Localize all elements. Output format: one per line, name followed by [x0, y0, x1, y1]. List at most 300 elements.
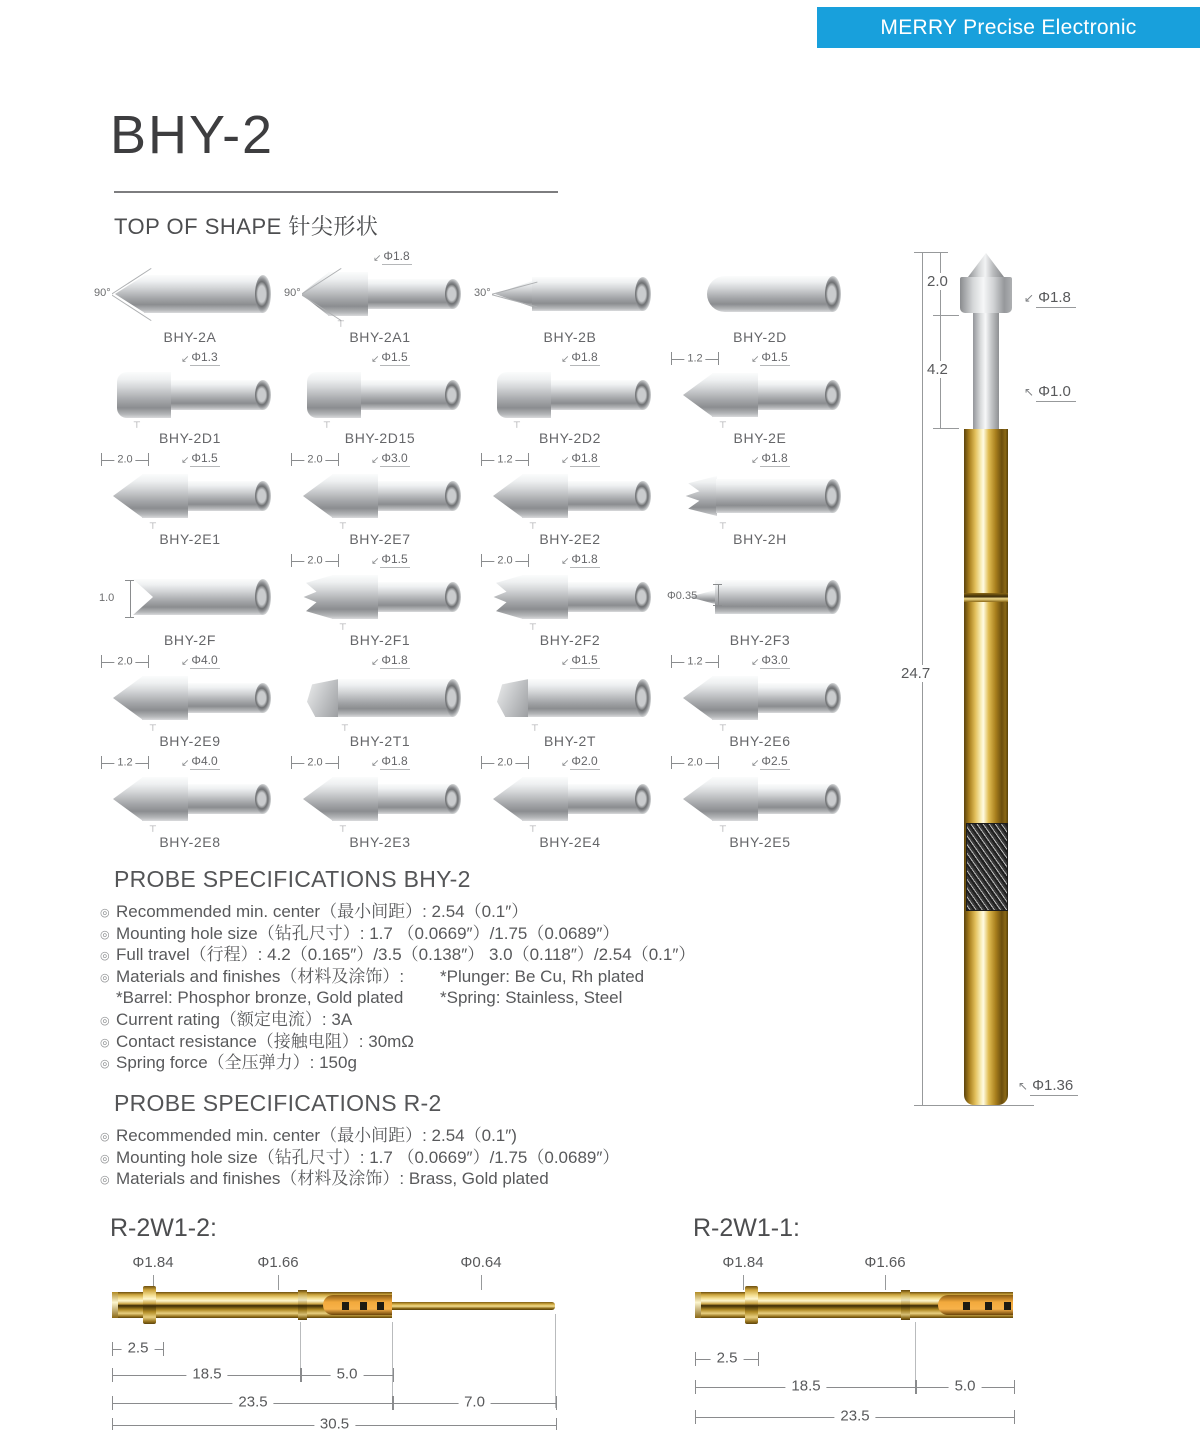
probe-tip-BHY-2D1: [95, 348, 285, 449]
angle-line: [491, 294, 538, 307]
spec-line: [100, 923, 760, 945]
probe-tip-BHY-2T1: [285, 651, 475, 752]
tip-name-label: BHY-2A1: [349, 329, 411, 345]
slot-hole: [342, 1302, 349, 1310]
leader-arrow-icon: ↙: [371, 657, 380, 668]
tip-point: [113, 676, 143, 720]
tip-name-label: BHY-2F: [163, 632, 217, 648]
diameter-text: Φ2.0: [571, 754, 598, 768]
angle-line: [111, 268, 152, 295]
leader-arrow-icon: ↙: [181, 758, 190, 769]
spec-lines-r2: [100, 1125, 760, 1190]
tip-length-dim: [671, 756, 719, 769]
tip-head-cylinder: [332, 777, 378, 821]
dim-label: 23.5: [834, 1410, 875, 1422]
tip-barrel: [338, 679, 453, 717]
dim-part: 2.0: [684, 756, 705, 768]
tip-head-cylinder: [712, 373, 758, 417]
tip-barrel: [144, 275, 263, 313]
tip-diameter-label: Φ0.35: [667, 590, 698, 602]
contact-slot-window: [938, 1295, 1013, 1315]
diameter-text: Φ1.8: [381, 754, 408, 768]
head-length-label: 2.0: [924, 273, 951, 290]
leader-arrow-icon: ↙: [561, 455, 570, 466]
slot-hole: [360, 1302, 367, 1310]
leader-arrow-icon: ↙: [371, 354, 380, 365]
tip-head-cylinder: [117, 372, 171, 418]
length-dim-30.5: [112, 1415, 557, 1430]
dim-tick: [914, 1105, 1034, 1106]
tip-length-dim: [291, 756, 339, 769]
section-junction-ring: [901, 1290, 910, 1320]
probe-tip-BHY-2D15: [285, 348, 475, 449]
spec-text: Contact resistance（接触电阻）: 30mΩ: [116, 1031, 415, 1051]
tip-barrel: [758, 380, 833, 410]
tip-length-dim: [101, 655, 149, 668]
tip-diameter-label: [181, 653, 220, 667]
probe-tip-BHY-2F1: [285, 550, 475, 651]
spec-text: Current rating（额定电流）: 3A: [116, 1009, 353, 1029]
step-tick-mark: ⊤: [719, 824, 727, 834]
receptacle-title: R-2W1-2:: [110, 1214, 217, 1242]
dim-part: 2.0: [304, 554, 325, 566]
diameter-text: Φ1.5: [191, 451, 218, 465]
total-length-label: 24.7: [898, 665, 933, 682]
spec-text: Recommended min. center（最小间距）: 2.54（0.1″): [116, 1126, 517, 1145]
tip-point: [307, 679, 339, 717]
tip-head-cylinder: [142, 676, 188, 720]
spec-text: Mounting hole size（钻孔尺寸）: 1.7 （0.0669″）/1.75（0.0689″）: [116, 1147, 620, 1167]
diameter-label: Φ0.64: [460, 1254, 502, 1271]
tip-graphic: [483, 570, 657, 626]
tip-barrel: [361, 380, 453, 410]
barrel-open-end: [635, 277, 651, 311]
tip-graphic: [293, 469, 467, 525]
dim-line: [130, 581, 131, 617]
spec-line: [100, 944, 760, 966]
tip-diameter-label: [751, 350, 790, 364]
leader-arrow-icon: ↙: [751, 657, 760, 668]
barrel-open-end: [445, 784, 461, 814]
mounting-collar: [143, 1286, 156, 1324]
leader-arrow-icon: ↙: [561, 354, 570, 365]
tip-length-dim: [671, 655, 719, 668]
spec-line: [100, 966, 760, 988]
step-tick-mark: ⊤: [531, 723, 539, 733]
tip-length-dim: [101, 756, 149, 769]
tip-graphic: [103, 469, 277, 525]
tip-barrel: [378, 784, 453, 814]
tip-barrel: [568, 582, 643, 612]
tip-name-label: BHY-2E9: [159, 733, 221, 749]
tip-name-label: BHY-2E4: [539, 834, 601, 850]
diameter-label: Φ1.84: [722, 1254, 764, 1271]
tip-head-cylinder: [522, 777, 568, 821]
angle-line: [491, 282, 538, 295]
leader-arrow-icon: ↖: [1018, 1079, 1029, 1093]
spec-text: Spring force（全压弹力）: 150g: [116, 1053, 357, 1073]
barrel-open-end: [825, 784, 841, 814]
diameter-text: Φ1.8: [571, 451, 598, 465]
step-tick-mark: ⊤: [513, 420, 521, 430]
tip-name-label: BHY-2E8: [159, 834, 221, 850]
tip-head-cylinder: [142, 474, 188, 518]
diameter-text: Φ3.0: [381, 451, 408, 465]
tip-name-label: BHY-2E5: [729, 834, 791, 850]
tip-graphic: [293, 772, 467, 828]
receptacle-diagram-r2w1-1: [683, 1214, 1123, 1430]
tip-height-dim: [125, 580, 134, 618]
step-tick-mark: ⊤: [339, 521, 347, 531]
tip-graphic: [673, 469, 847, 525]
leader-arrow-icon: ↙: [181, 354, 190, 365]
dim-label: 18.5: [785, 1380, 826, 1392]
tip-barrel: [188, 683, 263, 713]
tip-head-cylinder: [712, 777, 758, 821]
diameter-text: Φ4.0: [191, 653, 218, 667]
tip-name-label: BHY-2B: [543, 329, 597, 345]
probe-tip-BHY-2F2: [475, 550, 665, 651]
tip-name-label: BHY-2D15: [344, 430, 416, 446]
tip-graphic: [293, 368, 467, 424]
brand-banner-text: MERRY Precise Electronic: [880, 15, 1137, 39]
tip-point: [303, 575, 333, 619]
tip-graphic: [673, 267, 847, 323]
barrel-open-end: [445, 380, 461, 410]
head-diameter-label: ↙ Φ1.8: [1024, 289, 1076, 306]
tip-diameter-label: [751, 653, 790, 667]
diameter-text: Φ3.0: [761, 653, 788, 667]
slot-hole: [985, 1302, 992, 1310]
receptacle-open-end: [695, 1292, 701, 1318]
bullet-icon: ◎: [100, 971, 110, 984]
plunger-length-label: 4.2: [924, 361, 951, 378]
tip-diameter-label: [371, 653, 410, 667]
tip-graphic: [673, 671, 847, 727]
leader-arrow-icon: ↙: [371, 455, 380, 466]
barrel-open-end: [635, 582, 651, 612]
tip-point: [113, 777, 143, 821]
tip-name-label: BHY-2E7: [349, 531, 411, 547]
tip-name-label: BHY-2E: [733, 430, 787, 446]
spec-line: [100, 1147, 760, 1169]
barrel-open-end: [445, 582, 461, 612]
spec-text-right: *Plunger: Be Cu, Rh plated: [440, 966, 645, 986]
wire-tail: [392, 1302, 555, 1310]
leader-arrow-icon: ↙: [561, 657, 570, 668]
bullet-icon: ◎: [100, 1036, 110, 1049]
dim-tick: [914, 252, 948, 253]
probe-tip-BHY-2E5: [665, 752, 855, 853]
barrel-open-end: [635, 481, 651, 511]
dim-part: 2.0: [304, 453, 325, 465]
probe-tip-BHY-2D: [665, 247, 855, 348]
tip-name-label: BHY-2A: [163, 329, 217, 345]
tip-head-cylinder: [712, 676, 758, 720]
spec-line: [100, 987, 760, 1009]
spec-text-left: Materials and finishes（材料及涂饰）:: [116, 966, 405, 986]
tip-name-label: BHY-2D: [733, 329, 787, 345]
barrel-open-end: [445, 679, 461, 717]
diameter-label: Φ1.84: [132, 1254, 174, 1271]
leader-arrow-icon: ↙: [181, 455, 190, 466]
bullet-icon: ◎: [100, 950, 110, 963]
plunger-diameter-label: ↖ Φ1.0: [1024, 383, 1076, 400]
barrel-diameter-label: ↖ Φ1.36: [1018, 1077, 1078, 1094]
tip-name-label: BHY-2F1: [349, 632, 411, 648]
barrel-open-end: [445, 481, 461, 511]
dim-part: 1.2: [494, 453, 515, 465]
bullet-spacer: [100, 989, 116, 1011]
tip-graphic: [673, 772, 847, 828]
barrel-open-end: [825, 380, 841, 410]
leader-arrow-icon: ↙: [1024, 291, 1035, 305]
diameter-text: Φ1.8: [381, 653, 408, 667]
length-dim-18.5: [695, 1377, 917, 1395]
dim-line: [718, 585, 719, 605]
diameter-text: Φ1.8: [571, 350, 598, 364]
barrel-open-end: [635, 679, 651, 717]
spec-lines-bhy2: [100, 901, 760, 1074]
tip-diameter-label: [561, 754, 600, 768]
leader-arrow-icon: ↙: [561, 556, 570, 567]
diameter-text: Φ2.5: [761, 754, 788, 768]
barrel-open-end: [255, 579, 271, 615]
probe-tip-BHY-2T: [475, 651, 665, 752]
tip-angle-dim: [285, 269, 349, 325]
probe-tip-BHY-2B: [475, 247, 665, 348]
probe-barrel: [964, 429, 1008, 1105]
bullet-icon: ◎: [100, 907, 110, 919]
spec-line: [100, 1168, 760, 1190]
barrel-open-end: [825, 580, 841, 614]
step-tick-mark: ⊤: [149, 824, 157, 834]
tip-length-dim: [101, 453, 149, 466]
tip-diameter-label: [371, 451, 410, 465]
tip-barrel: [188, 481, 263, 511]
tip-graphic: [483, 469, 657, 525]
diameter-leader-line: [885, 1275, 886, 1290]
spec-line: [100, 1125, 760, 1147]
tip-point: [493, 575, 523, 619]
barrel-knurl-band: [966, 823, 1008, 911]
extension-line: [555, 1314, 556, 1408]
step-tick-mark: ⊤: [719, 723, 727, 733]
tip-name-label: BHY-2D1: [158, 430, 222, 446]
spec-section-bhy2: [100, 866, 760, 1074]
tip-graphic: [103, 671, 277, 727]
probe-side-view-diagram: [898, 243, 1200, 1128]
tip-barrel: [758, 784, 833, 814]
length-dim-2.5: [112, 1339, 164, 1357]
tip-head-cylinder: [522, 575, 568, 619]
probe-tip-BHY-2E3: [285, 752, 475, 853]
step-tick-mark: ⊤: [149, 723, 157, 733]
brand-banner: [817, 7, 1200, 48]
tip-name-label: BHY-2F2: [539, 632, 601, 648]
tip-graphic: [103, 772, 277, 828]
step-tick-mark: ⊤: [339, 622, 347, 632]
tip-angle-dim: [95, 269, 159, 325]
length-dim-7.0: [392, 1393, 557, 1411]
tip-name-label: BHY-2D2: [538, 430, 602, 446]
tip-graphic: [293, 671, 467, 727]
spec-text: Recommended min. center（最小间距）: 2.54（0.1″）: [116, 902, 529, 921]
receptacle-body: [695, 1292, 915, 1318]
tip-angle-label: 90°: [94, 287, 111, 299]
angle-line: [301, 268, 342, 295]
spec-line: [100, 1009, 760, 1031]
diameter-text: Φ1.5: [761, 350, 788, 364]
bullet-icon: ◎: [100, 1174, 110, 1187]
tip-angle-label: 30°: [474, 287, 491, 299]
probe-tip-cone: [968, 253, 1004, 277]
barrel-open-end: [255, 784, 271, 814]
diameter-leader-line: [278, 1275, 279, 1290]
diameter-leader-line: [743, 1275, 744, 1290]
length-dim-5.0: [915, 1377, 1015, 1395]
receptacle-title: R-2W1-1:: [693, 1214, 800, 1242]
barrel-open-end: [635, 380, 651, 410]
tip-barrel: [378, 582, 453, 612]
step-tick-mark: ⊤: [149, 521, 157, 531]
spec-title-r2: PROBE SPECIFICATIONS R-2: [114, 1090, 442, 1116]
barrel-open-end: [825, 276, 841, 312]
diameter-label: Φ1.66: [864, 1254, 906, 1271]
probe-tip-BHY-2E4: [475, 752, 665, 853]
step-tick-mark: ⊤: [529, 521, 537, 531]
title-underline: [114, 191, 558, 193]
length-dim-18.5: [112, 1365, 302, 1383]
tip-graphic: [673, 368, 847, 424]
tip-graphic: [483, 772, 657, 828]
spec-line: [100, 1031, 760, 1053]
section-junction-ring: [298, 1290, 307, 1320]
tip-barrel: [568, 481, 643, 511]
tip-head-cylinder: [522, 474, 568, 518]
slot-hole: [1004, 1302, 1011, 1310]
tip-point: [493, 777, 523, 821]
probe-tip-BHY-2A1: [285, 247, 475, 348]
diameter-label: Φ1.66: [257, 1254, 299, 1271]
diameter-text: Φ4.0: [191, 754, 218, 768]
tip-point: [683, 373, 713, 417]
spec-title-bhy2: PROBE SPECIFICATIONS BHY-2: [114, 866, 471, 892]
step-tick-mark: ⊤: [339, 824, 347, 834]
tip-name-label: BHY-2E6: [729, 733, 791, 749]
tip-graphic: [483, 368, 657, 424]
step-tick-mark: ⊤: [337, 319, 345, 329]
diameter-text: Φ1.8: [383, 249, 410, 263]
top-of-shape-heading: TOP OF SHAPE 针尖形状: [114, 214, 379, 239]
step-tick-mark: ⊤: [719, 521, 727, 531]
diameter-text: Φ1.8: [761, 451, 788, 465]
tip-diameter-label: [371, 350, 410, 364]
spec-line: [100, 1052, 760, 1074]
barrel-open-end: [445, 279, 461, 309]
tip-barrel: [758, 683, 833, 713]
tip-diameter-label: [181, 754, 220, 768]
tip-barrel: [528, 679, 643, 717]
dim-part: 2.0: [114, 453, 135, 465]
dim-part: 2.0: [494, 756, 515, 768]
tip-barrel: [707, 276, 833, 312]
bullet-icon: ◎: [100, 1152, 110, 1165]
length-dim-23.5: [695, 1407, 1015, 1425]
tip-graphic: [483, 671, 657, 727]
tip-barrel: [716, 479, 833, 513]
tip-point: [113, 474, 143, 518]
dim-label: 5.0: [949, 1380, 982, 1392]
tip-name-label: BHY-2E3: [349, 834, 411, 850]
tip-point: [683, 676, 713, 720]
slot-hole: [377, 1302, 384, 1310]
spec-text: Materials and finishes（材料及涂饰）: Brass, Gold plated: [116, 1169, 549, 1189]
bullet-icon: ◎: [100, 1058, 110, 1071]
diameter-text: Φ1.5: [381, 552, 408, 566]
dim-label: 18.5: [186, 1368, 227, 1380]
bullet-icon: ◎: [100, 928, 110, 941]
tip-name-label: BHY-2H: [733, 531, 787, 547]
probe-tip-BHY-2E: [665, 348, 855, 449]
leader-arrow-icon: ↙: [561, 758, 570, 769]
barrel-open-end: [255, 380, 271, 410]
probe-tip-BHY-2E9: [95, 651, 285, 752]
angle-line: [301, 294, 342, 321]
step-tick-mark: ⊤: [133, 420, 141, 430]
tip-barrel: [568, 784, 643, 814]
mounting-collar: [745, 1286, 758, 1324]
barrel-open-end: [255, 275, 271, 313]
step-tick-mark: ⊤: [323, 420, 331, 430]
tip-diameter-label: [371, 754, 410, 768]
tip-diameter-label: [181, 350, 220, 364]
tip-barrel: [532, 277, 643, 311]
receptacle-open-end: [112, 1292, 118, 1318]
probe-plunger: [973, 313, 999, 430]
bullet-icon: ◎: [100, 1131, 110, 1143]
step-tick-mark: ⊤: [529, 824, 537, 834]
tip-length-dim: [291, 554, 339, 567]
tip-point: [683, 777, 713, 821]
probe-tip-BHY-2E1: [95, 449, 285, 550]
diameter-leader-line: [481, 1275, 482, 1290]
tip-head-cylinder: [307, 372, 361, 418]
barrel-open-end: [255, 481, 271, 511]
diameter-text: Φ1.3: [191, 350, 218, 364]
tip-diameter-label: [181, 451, 220, 465]
tip-barrel: [715, 580, 833, 614]
tip-graphic: [293, 570, 467, 626]
tip-point: [493, 474, 523, 518]
probe-tip-BHY-2E2: [475, 449, 665, 550]
dim-part: 1.2: [684, 655, 705, 667]
tip-diameter-label: [561, 552, 600, 566]
tip-name-label: BHY-2F3: [729, 632, 791, 648]
dim-label: 2.5: [711, 1352, 744, 1364]
tip-head-cylinder: [332, 575, 378, 619]
slot-hole: [963, 1302, 970, 1310]
tip-dia-dim: [713, 584, 722, 606]
tip-point: [303, 777, 333, 821]
step-tick-mark: ⊤: [719, 420, 727, 430]
dim-label: 23.5: [232, 1396, 273, 1408]
tip-name-label: BHY-2T1: [349, 733, 411, 749]
leader-arrow-icon: ↙: [751, 455, 760, 466]
page-title: BHY-2: [110, 105, 275, 165]
probe-head-cylinder: [960, 277, 1012, 313]
tip-point: [685, 476, 717, 516]
